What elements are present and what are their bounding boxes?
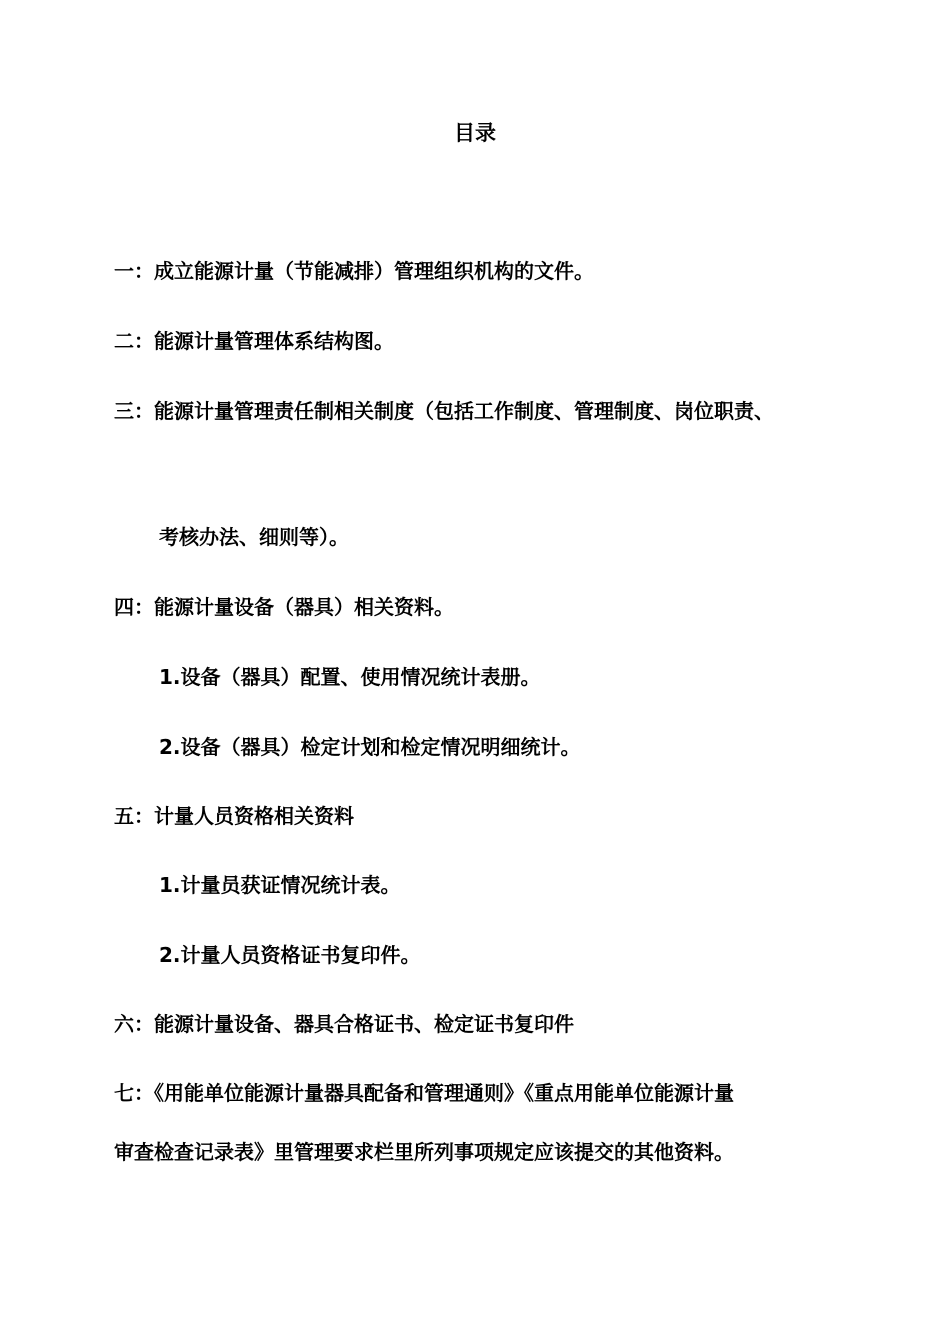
- toc-item-6: 六：能源计量设备、器具合格证书、检定证书复印件: [114, 1012, 574, 1036]
- toc-item-7-continued: 审查检查记录表》里管理要求栏里所列事项规定应该提交的其他资料。: [114, 1140, 734, 1164]
- toc-item-2: 二：能源计量管理体系结构图。: [114, 329, 394, 353]
- toc-item-4: 四：能源计量设备（器具）相关资料。: [114, 595, 454, 619]
- toc-subitem-4-2: 2.设备（器具）检定计划和检定情况明细统计。: [159, 735, 581, 759]
- toc-item-7: 七：《用能单位能源计量器具配备和管理通则》《重点用能单位能源计量: [114, 1081, 734, 1105]
- toc-item-3-continued: 考核办法、细则等）。: [159, 525, 349, 549]
- toc-item-5: 五：计量人员资格相关资料: [114, 804, 354, 828]
- toc-item-3: 三：能源计量管理责任制相关制度（包括工作制度、管理制度、岗位职责、: [114, 399, 774, 423]
- toc-item-1: 一：成立能源计量（节能减排）管理组织机构的文件。: [114, 259, 594, 283]
- toc-subitem-5-1: 1.计量员获证情况统计表。: [159, 873, 401, 897]
- toc-subitem-4-1: 1.设备（器具）配置、使用情况统计表册。: [159, 665, 541, 689]
- toc-subitem-5-2: 2.计量人员资格证书复印件。: [159, 943, 421, 967]
- page-title: 目录: [454, 121, 496, 145]
